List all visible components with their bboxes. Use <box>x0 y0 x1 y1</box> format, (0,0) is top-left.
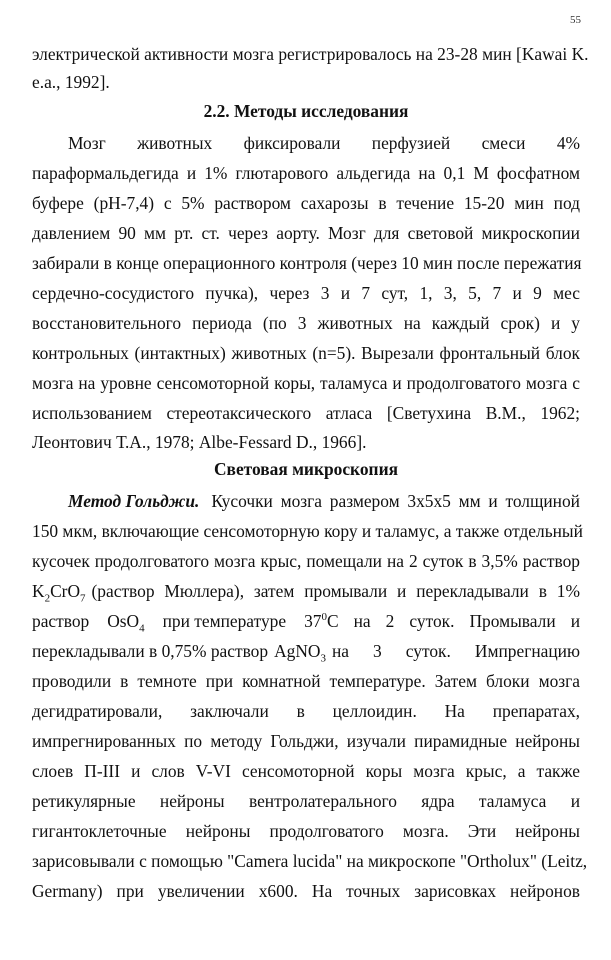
text-line <box>32 607 580 635</box>
text-fragment: (раствор Мюллера), затем промывали и перекладывали в 1% <box>91 581 580 601</box>
text-line: электрической активности мозга регистрировалось на 23-28 мин [Kawai K. <box>32 44 589 64</box>
formula-agno3: AgNO$_3$ <box>274 641 326 665</box>
text-line: Леонтович Т.А., 1978; Albe-Fessard D., 1966]. <box>32 432 367 452</box>
text-line: использованием стереотаксического атласа [Светухина В.М., 1962; <box>32 403 580 423</box>
temperature-value: $37^0$ <box>304 611 327 631</box>
formula-oso4: OsO$_4$ <box>107 611 145 635</box>
text-line: импрегнированных по методу Гольджи, изучали пирамидные нейроны <box>32 731 580 751</box>
text-line: проводили в темноте при комнатной температуре. Затем блоки мозга <box>32 671 580 691</box>
text-line <box>32 637 580 665</box>
text-line: кусочек продолговатого мозга крыс, помещали на 2 суток в 3,5% раствор <box>32 551 580 571</box>
text-line: Germany) при увеличении х600. На точных зарисовках нейронов <box>32 881 580 901</box>
text-line: Мозг животных фиксировали перфузией смеси 4% <box>68 133 580 153</box>
text-line: буфере (pH-7,4) с 5% раствором сахарозы в течение 15-20 мин под <box>32 193 580 213</box>
text-line: e.a., 1992]. <box>32 72 110 92</box>
text-line: мозга на уровне сенсомоторной коры, таламуса и продолговатого мозга с <box>32 373 580 393</box>
text-fragment: перекладывали в 0,75% раствор <box>32 641 269 661</box>
text-line: слоев П-III и слов V-VI сенсомоторной коры мозга крыс, а также <box>32 761 580 781</box>
formula-k2cro7: $K_2CrO_7$ <box>32 581 86 605</box>
text-line <box>32 577 580 605</box>
method-label: Метод Гольджи. <box>68 491 200 511</box>
text-line: ретикулярные нейроны вентролатерального ядра таламуса и <box>32 791 580 811</box>
text-line: забирали в конце операционного контроля (через 10 мин после пережатия <box>32 253 582 273</box>
text-line: гигантоклеточные нейроны продолговатого мозга. Эти нейроны <box>32 821 580 841</box>
text-line: дегидратировали, заключали в целлоидин. На препаратах, <box>32 701 580 721</box>
text-fragment: C на 2 суток. Промывали и <box>326 611 580 631</box>
text-fragment: раствор <box>32 611 90 631</box>
text-line: зарисовывали с помощью "Camera lucida" на микроскопе "Ortholux" (Leitz, <box>32 851 588 871</box>
text-fragment: на 3 суток. Импрегнацию <box>331 641 580 661</box>
text-line: параформальдегида и 1% глютарового альдегида на 0,1 М фосфатном <box>32 163 580 183</box>
text-line: давлением 90 мм рт. ст. через аорту. Мозг для световой микроскопии <box>32 223 580 243</box>
text-line: 150 мкм, включающие сенсомоторную кору и таламус, а также отдельный <box>32 521 583 541</box>
subsection-heading: Световая микроскопия <box>214 459 398 479</box>
text-fragment: Кусочки мозга размером 3х5х5 мм и толщиной <box>211 491 580 511</box>
text-line: контрольных (интактных) животных (n=5). Вырезали фронтальный блок <box>32 343 580 363</box>
text-line: сердечно-сосудистого пучка), через 3 и 7 сут, 1, 3, 5, 7 и 9 мес <box>32 283 580 303</box>
text-fragment: при температуре <box>162 611 287 631</box>
text-line <box>68 487 580 515</box>
text-line: восстановительного периода (по 3 животных на каждый срок) и у <box>32 313 580 333</box>
section-heading: 2.2. Методы исследования <box>203 101 409 121</box>
page-number: 55 <box>570 14 581 26</box>
